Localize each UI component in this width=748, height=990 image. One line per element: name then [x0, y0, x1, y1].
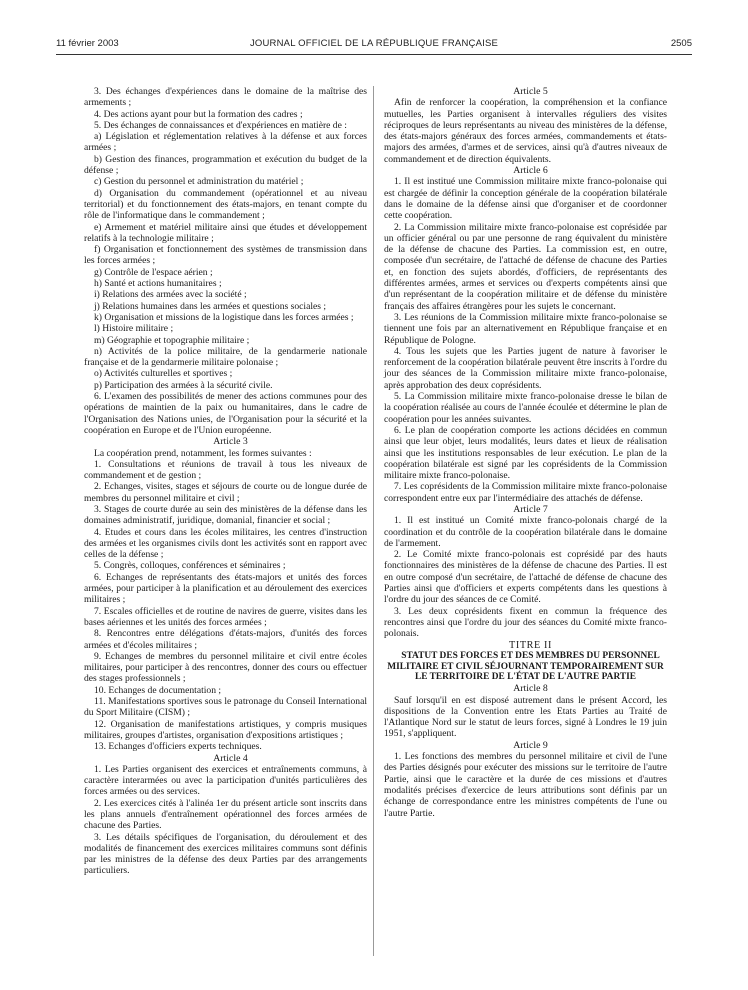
list-item: j) Relations humaines dans les armées et questions sociales ;	[94, 300, 327, 312]
list-item: 3. Stages de courte durée au sein des ministères de la défense dans les domaines administratif, juridique, domanial, financier et social ;	[84, 503, 367, 527]
article-9	[384, 740, 667, 819]
titre-ii	[384, 640, 667, 684]
list-item: 4. Des actions ayant pour but la formation des cadres ;	[94, 108, 303, 120]
list-item: n) Activités de la police militaire, de la gendarmerie nationale française et de la gendarmerie militaire polonaise ;	[84, 345, 367, 369]
article-4	[84, 753, 367, 877]
list-item: c) Gestion du personnel et administration du matériel ;	[94, 176, 304, 188]
list-item: 7. Escales officielles et de routine de navires de guerre, visites dans les bases aériennes et les unités des forces armées ;	[84, 605, 367, 628]
paragraph: Afin de renforcer la coopération, la compréhension et la confiance mutuelles, les Parties organisent à intervalles réguliers des visites réciproques de leurs représentants au niveau des ministères de la défense, des états-majors généraux des forces armées, commandements et états-majors des armées, d'armes et de services, ainsi qu'à d'autres niveaux de commandement et de direction équivalents.	[384, 97, 667, 165]
paragraph: Sauf lorsqu'il en est disposé autrement dans le présent Accord, les dispositions de la Convention entre les Etats Parties au Traité de l'Atlantique Nord sur le statut de leurs forces, signé à Londres le 19 juin 1951, s'appliquent.	[384, 694, 667, 740]
list-item: 10. Echanges de documentation ;	[94, 684, 222, 696]
list-item: 6. Echanges de représentants des états-majors et unités des forces armées, pour participer à la planification et au déroulement des exercices militaires ;	[84, 571, 367, 606]
page-number: 2505	[670, 38, 692, 49]
list-item: b) Gestion des finances, programmation et exécution du budget de la défense ;	[84, 153, 367, 177]
header-rule	[56, 54, 692, 55]
list-item: 3. Les détails spécifiques de l'organisation, du déroulement et des modalités de financement des exercices militaires communs sont définis par les ministres de la défense des deux Parties par des arrangements particuliers.	[84, 831, 367, 877]
list-item: 2. Le Comité mixte franco-polonais est coprésidé par des hauts fonctionnaires des ministères de la défense de chacune des Parties. Il est en outre composé d'un secrétaire, de l'attaché de défense de chacune des Parties ainsi que d'officiers et experts compétents dans les questions à l'ordre du jour des séances de ce Comité.	[384, 549, 667, 606]
article-lead: La coopération prend, notamment, les formes suivantes :	[94, 447, 312, 459]
article-8	[384, 683, 667, 739]
article-heading: Article 7	[513, 503, 548, 515]
list-item: 1. Il est institué une Commission militaire mixte franco-polonaise qui est chargée de définir la conception générale de la coopération bilatérale dans le domaine de la défense ainsi que d'organiser et de coordonner cette coopération.	[384, 176, 667, 222]
list-item: i) Relations des armées avec la société ;	[94, 289, 247, 301]
article-heading: Article 9	[513, 739, 548, 751]
page-header	[56, 38, 692, 54]
article-heading: Article 5	[513, 86, 548, 97]
list-item: h) Santé et actions humanitaires ;	[94, 278, 222, 290]
list-item: p) Participation des armées à la sécurité civile.	[94, 379, 273, 391]
titre-heading: TITRE II	[509, 639, 552, 651]
list-item: 1. Les Parties organisent des exercices et entraînements communs, à caractère interarmées ou avec la participation d'unités particulières des forces armées ou des services.	[84, 763, 367, 798]
article-6	[384, 165, 667, 504]
right-column	[384, 86, 667, 819]
list-item: l) Histoire militaire ;	[94, 323, 174, 335]
list-item: 1. Il est institué un Comité mixte franco-polonais chargé de la coordination et du contrôle de la coopération bilatérale dans le domaine de l'armement.	[384, 515, 667, 549]
list-item: 3. Des échanges d'expériences dans le domaine de la maîtrise des armements ;	[84, 86, 367, 109]
list-item: 5. La Commission militaire mixte franco-polonaise dresse le bilan de la coopération réalisée au cours de l'année écoulée et détermine le plan de coopération pour les années suivantes.	[384, 391, 668, 425]
column-divider	[373, 86, 374, 956]
left-column	[84, 86, 367, 877]
list-item: 11. Manifestations sportives sous le patronage du Conseil International du Sport Militaire (CISM) ;	[84, 696, 367, 719]
header-date: 11 février 2003	[56, 38, 119, 49]
list-item: 6. L'examen des possibilités de mener des actions communes pour des opérations de maintien de la paix ou humanitaires, dans le cadre de l'Organisation des Nations unies, de l'Organisation pour la sécurité et la coopération en Europe et de l'Union européenne.	[84, 391, 367, 436]
list-item: d) Organisation du commandement (opérationnel et au niveau territorial) et du fonctionnement des états-majors, en tenant compte du rôle de l'informatique dans le commandement ;	[84, 187, 367, 222]
list-item: 2. Echanges, visites, stages et séjours de courte ou de longue durée de membres du personnel militaire et civil ;	[84, 481, 367, 504]
list-item: 2. Les exercices cités à l'alinéa 1er du présent article sont inscrits dans les plans annuels d'entraînement opérationnel des forces armées de chacune des Parties.	[84, 797, 367, 832]
list-item: 9. Echanges de membres du personnel militaire et civil entre écoles militaires, pour participer à des rencontres, donner des cours ou effectuer des stages professionnels ;	[84, 650, 367, 685]
list-item: o) Activités culturelles et sportives ;	[94, 368, 233, 380]
list-item: 3. Les réunions de la Commission militaire mixte franco-polonaise se tiennent une fois par an alternativement en République française et en République de Pologne.	[384, 311, 667, 346]
list-item: 5. Des échanges de connaissances et d'expériences en matière de :	[94, 119, 347, 131]
list-item: a) Législation et réglementation relatives à la défense et aux forces armées ;	[84, 131, 367, 154]
list-item: f) Organisation et fonctionnement des systèmes de transmission dans les forces armées ;	[84, 244, 367, 267]
article-heading: Article 6	[513, 165, 548, 177]
intro-list	[84, 86, 367, 436]
list-item: 4. Tous les sujets que les Parties jugent de nature à favoriser le renforcement de la coopération bilatérale peuvent être inscrits à l'ordre du jour des séances de la Commission militaire mixte franco-polonaise, après approbation des deux coprésidents.	[384, 345, 668, 391]
article-heading: Article 8	[513, 683, 548, 695]
journal-title: JOURNAL OFFICIEL DE LA RÉPUBLIQUE FRANÇAISE	[249, 38, 499, 49]
list-item: 8. Rencontres entre délégations d'états-majors, d'unités des forces armées et d'écoles militaires ;	[84, 628, 367, 651]
list-item: 7. Les coprésidents de la Commission militaire mixte franco-polonaise correspondent entre eux par l'intermédiaire des attachés de défense.	[384, 481, 667, 504]
list-item: k) Organisation et missions de la logistique dans les forces armées ;	[94, 311, 354, 323]
list-item: m) Géographie et topographie militaire ;	[94, 334, 250, 346]
article-heading: Article 4	[213, 752, 248, 764]
article-3	[84, 436, 367, 752]
list-item: 13. Echanges d'officiers experts techniques.	[94, 741, 262, 753]
list-item: 3. Les deux coprésidents fixent en commun la fréquence des rencontres ainsi que l'ordre du jour des séances du Comité mixte franco-polonais.	[384, 605, 667, 640]
list-item: 1. Consultations et réunions de travail à tous les niveaux de commandement et de gestion ;	[84, 458, 367, 482]
titre-subtitle: STATUT DES FORCES ET DES MEMBRES DU PERSONNEL MILITAIRE ET CIVIL SÉJOURNANT TEMPORAIREMENT SUR LE TERRITOIRE DE L'ÉTAT DE L'AUTRE PARTIE	[387, 650, 664, 683]
article-7	[384, 504, 667, 640]
list-item: 5. Congrès, colloques, conférences et séminaires ;	[94, 560, 286, 572]
list-item: g) Contrôle de l'espace aérien ;	[94, 266, 213, 278]
list-item: 12. Organisation de manifestations artistiques, y compris musiques militaires, groupes d'artistes, organisation d'expositions artistiques ;	[84, 718, 367, 741]
list-item: e) Armement et matériel militaire ainsi que études et développement relatifs à la technologie militaire ;	[84, 221, 367, 244]
article-heading: Article 3	[213, 436, 248, 448]
list-item: 2. La Commission militaire mixte franco-polonaise est coprésidée par un officier général ou par une personne de rang équivalent du ministère de la défense de chacune des Parties. La commission est, en outre, composée d'un secrétaire, de l'attaché de défense de chacune des Parties et, en fonction des sujets abordés, d'officiers, de représentants des différentes armées, armes et services ou d'experts compétents ainsi que d'un représentant de la coopération militaire et de défense du ministère français des affaires étrangères pour les sujets le concernant.	[384, 221, 667, 312]
article-5	[384, 86, 667, 165]
list-item: 6. Le plan de coopération comporte les actions décidées en commun ainsi que leur objet, leurs modalités, leurs dates et lieux de réalisation ainsi que les institutions responsables de leur exécution. Le plan de la coopération bilatérale est signé par les coprésidents de la Commission militaire mixte franco-polonaise.	[384, 424, 667, 482]
list-item: 4. Etudes et cours dans les écoles militaires, les centres d'instruction des armées et les organismes civils dont les activités sont en rapport avec celles de la défense ;	[84, 526, 367, 561]
list-item: 1. Les fonctions des membres du personnel militaire et civil de l'une des Parties désignés pour exécuter des missions sur le territoire de l'autre Partie, ainsi que le caractère et la durée de ces missions et d'autres modalités précises d'exercice de leurs attributions sont définis par un échange de correspondance entre les ministres compétents de l'une ou l'autre Partie.	[384, 751, 667, 819]
